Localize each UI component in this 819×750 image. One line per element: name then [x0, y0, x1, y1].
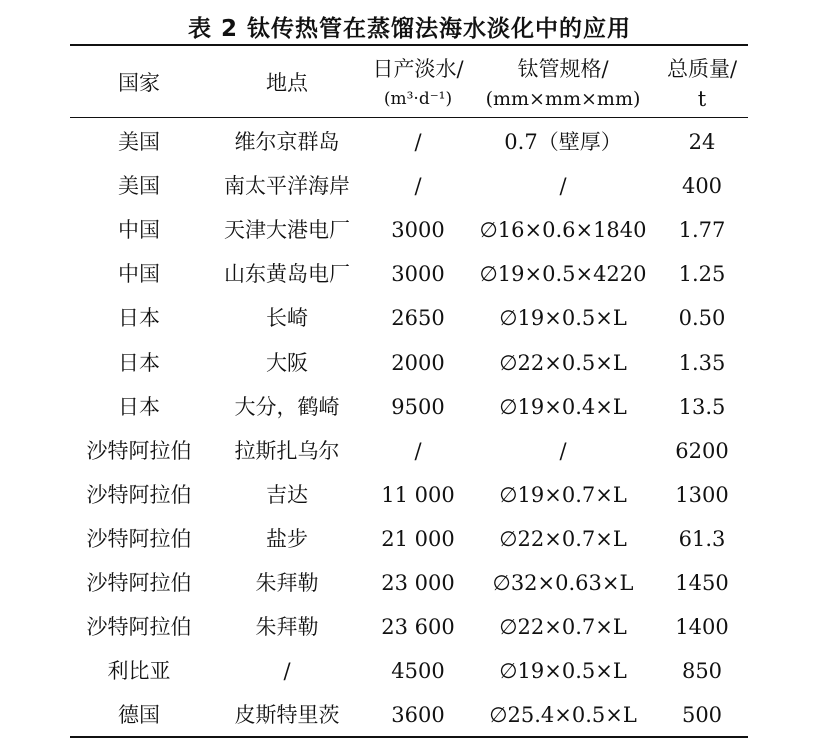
cell-country: 德国 — [118, 703, 160, 728]
cell-country: 日本 — [118, 306, 160, 331]
cell-location: 拉斯扎乌尔 — [234, 438, 340, 463]
header-spec — [470, 54, 656, 114]
table-caption: 表 2 钛传热管在蒸馏法海水淡化中的应用 — [187, 16, 632, 42]
table-bottom-rule — [70, 736, 748, 738]
cell-mass: 61.3 — [678, 526, 726, 551]
cell-capacity: 2000 — [391, 350, 445, 375]
cell-mass: 1400 — [675, 615, 729, 640]
cell-mass: 13.5 — [678, 394, 726, 419]
cell-location: 长崎 — [266, 306, 308, 331]
cell-location: 朱拜勒 — [255, 615, 319, 640]
cell-location: 皮斯特里茨 — [234, 703, 340, 728]
header-mass — [656, 54, 748, 114]
cell-spec: ∅19×0.7×L — [499, 482, 627, 507]
header-capacity — [366, 54, 470, 114]
cell-location: 大分，鹤崎 — [234, 394, 340, 419]
cell-capacity: 3000 — [391, 262, 445, 287]
cell-spec: ∅22×0.7×L — [499, 526, 627, 551]
cell-capacity: 23 600 — [381, 615, 455, 640]
cell-location: 天津大港电厂 — [224, 218, 350, 243]
cell-country: 中国 — [118, 218, 160, 243]
cell-mass: 1.25 — [678, 262, 726, 287]
cell-location: / — [283, 659, 291, 684]
cell-mass: 1.77 — [678, 218, 726, 243]
header-country: 国家 — [118, 71, 160, 95]
cell-country: 沙特阿拉伯 — [86, 615, 192, 640]
cell-capacity: 11 000 — [381, 482, 455, 507]
cell-location: 南太平洋海岸 — [224, 174, 350, 199]
cell-spec: ∅19×0.5×L — [499, 306, 627, 331]
header-mass-unit: t — [697, 87, 707, 111]
cell-spec: ∅19×0.4×L — [499, 394, 627, 419]
cell-mass: 500 — [681, 703, 723, 728]
cell-capacity: 9500 — [391, 394, 445, 419]
header-mass-line1: 总质量/ — [666, 57, 738, 81]
cell-mass: 0.50 — [678, 306, 726, 331]
cell-capacity: / — [414, 130, 422, 154]
cell-country: 美国 — [118, 174, 160, 199]
cell-mass: 850 — [681, 659, 723, 684]
cell-country: 中国 — [118, 262, 160, 287]
cell-spec: ∅16×0.6×1840 — [479, 218, 647, 243]
cell-mass: 1.35 — [678, 350, 726, 375]
header-capacity-line1: 日产淡水/ — [372, 57, 464, 81]
cell-country: 日本 — [118, 350, 160, 375]
header-spec-line1: 钛管规格/ — [517, 57, 609, 81]
cell-spec: ∅22×0.7×L — [499, 615, 627, 640]
cell-spec: ∅19×0.5×L — [499, 659, 627, 684]
cell-location: 吉达 — [266, 482, 308, 507]
cell-capacity: 3000 — [391, 218, 445, 243]
cell-spec: ∅22×0.5×L — [499, 350, 627, 375]
cell-location: 维尔京群岛 — [234, 130, 340, 154]
cell-spec: / — [559, 174, 567, 199]
cell-spec: ∅32×0.63×L — [492, 571, 634, 595]
cell-location: 山东黄岛电厂 — [224, 262, 350, 287]
cell-location: 大阪 — [266, 350, 308, 375]
cell-mass: 24 — [688, 130, 716, 154]
cell-mass: 400 — [681, 174, 723, 199]
table-top-rule — [70, 44, 748, 46]
cell-spec: / — [559, 438, 567, 463]
cell-mass: 1300 — [675, 482, 729, 507]
cell-location: 朱拜勒 — [255, 571, 319, 595]
cell-mass: 6200 — [675, 438, 729, 463]
cell-country: 利比亚 — [107, 659, 171, 684]
cell-country: 沙特阿拉伯 — [86, 526, 192, 551]
cell-capacity: 4500 — [391, 659, 445, 684]
cell-country: 沙特阿拉伯 — [86, 571, 192, 595]
cell-capacity: 3600 — [391, 703, 445, 728]
cell-capacity: 23 000 — [381, 571, 455, 595]
cell-capacity: 2650 — [391, 306, 445, 331]
header-location: 地点 — [266, 71, 308, 95]
cell-country: 沙特阿拉伯 — [86, 482, 192, 507]
cell-mass: 1450 — [675, 571, 729, 595]
cell-country: 日本 — [118, 394, 160, 419]
cell-capacity: / — [414, 438, 422, 463]
cell-country: 沙特阿拉伯 — [86, 438, 192, 463]
cell-spec: ∅19×0.5×4220 — [479, 262, 647, 287]
header-capacity-unit: (m³·d⁻¹) — [383, 89, 453, 109]
cell-spec: ∅25.4×0.5×L — [489, 703, 637, 728]
header-spec-unit: (mm×mm×mm) — [485, 88, 641, 110]
table-header-rule — [70, 117, 748, 118]
cell-country: 美国 — [118, 130, 160, 154]
cell-capacity: / — [414, 174, 422, 199]
cell-location: 盐步 — [266, 526, 308, 551]
cell-capacity: 21 000 — [381, 526, 455, 551]
cell-spec: 0.7（壁厚） — [504, 130, 622, 154]
